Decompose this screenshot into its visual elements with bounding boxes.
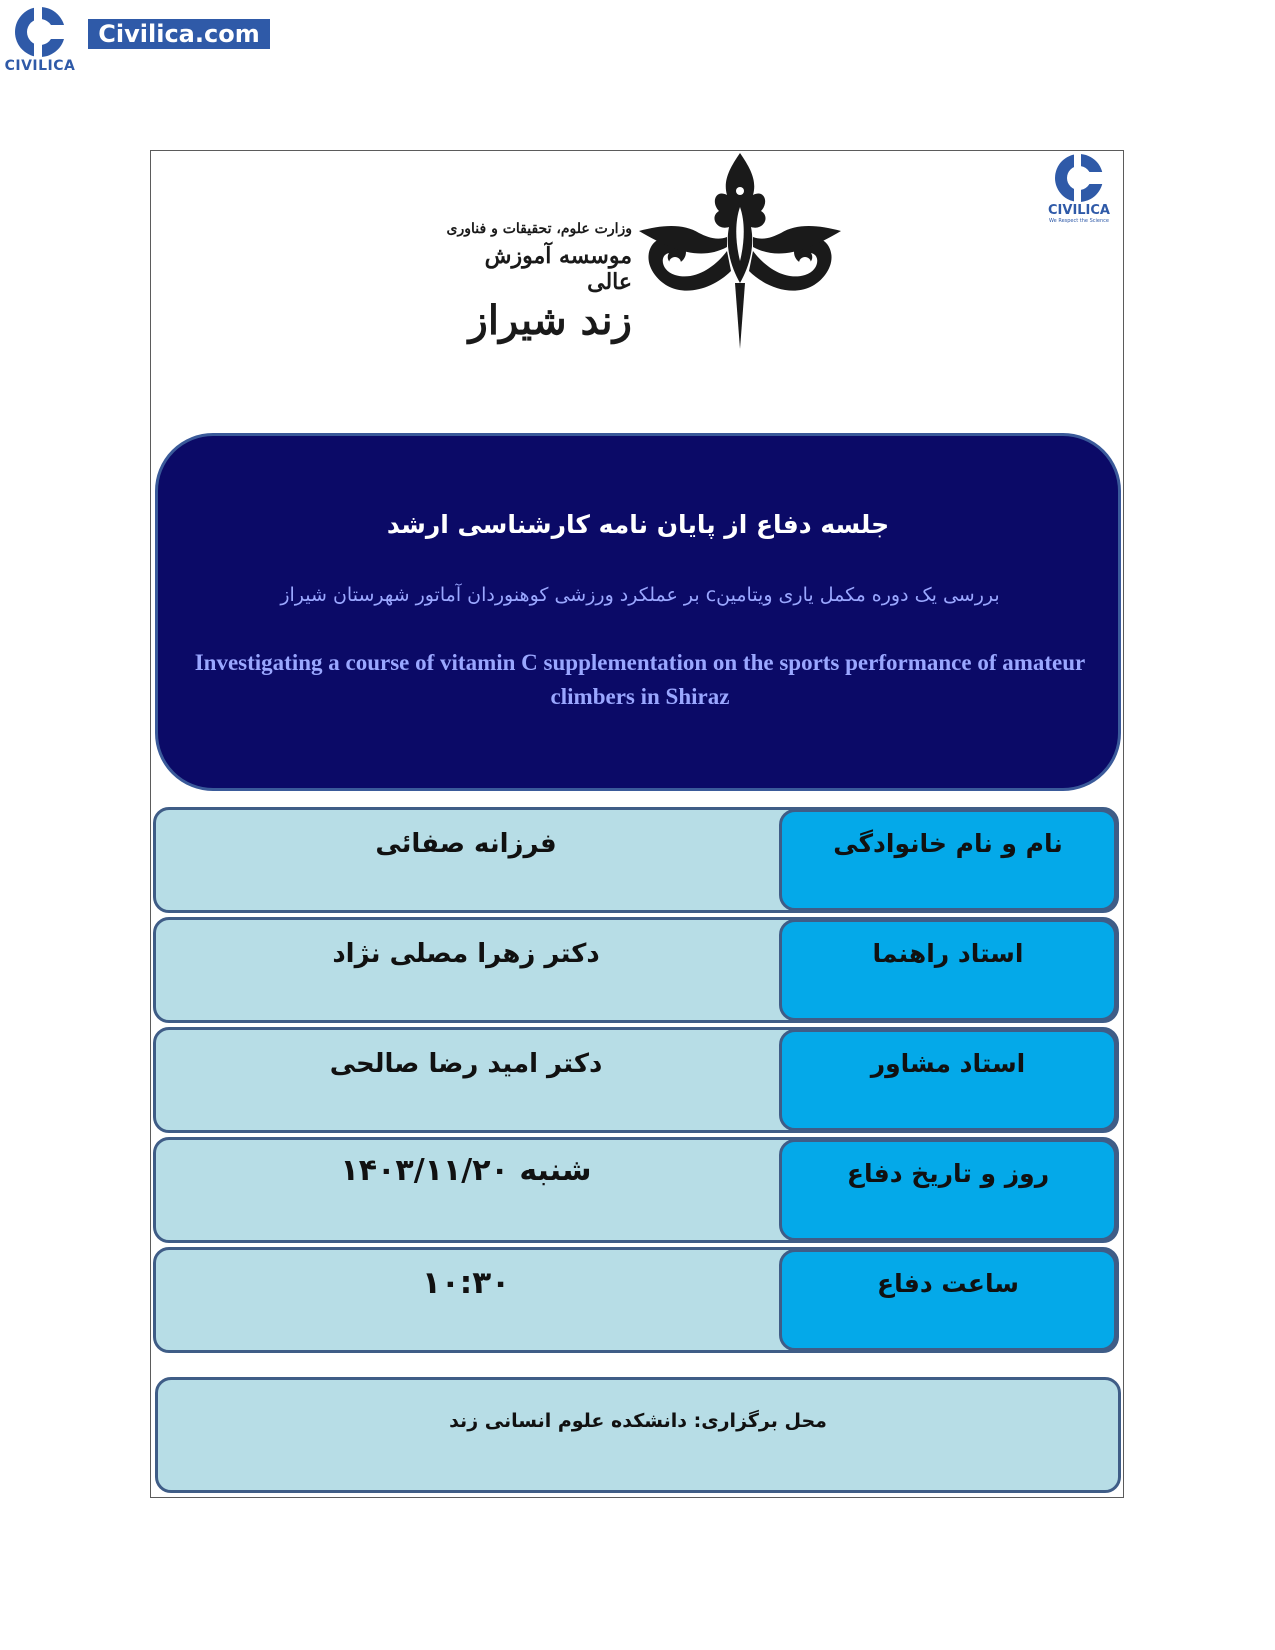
label-box: [779, 1249, 1117, 1351]
ministry-name: وزارت علوم، تحقیقات و فناوری: [446, 221, 632, 237]
row-value: فرزانه صفائی: [375, 829, 557, 859]
venue-box: [155, 1377, 1121, 1493]
thesis-title-persian: بررسی یک دوره مکمل یاری ویتامینc بر عملکرد ورزشی کوهنوردان آماتور شهرستان شیراز: [280, 584, 1000, 606]
row-defense-date: [151, 1137, 1121, 1245]
row-label: روز و تاریخ دفاع: [846, 1159, 1050, 1188]
row-value: شنبه ۱۴۰۳/۱۱/۲۰: [340, 1153, 592, 1188]
civilica-logo-icon: [1037, 151, 1121, 205]
row-value: دکتر زهرا مصلی نژاد: [332, 939, 600, 969]
civilica-logo-icon: [4, 6, 76, 58]
civilica-corner-tagline: We Respect the Science: [1049, 218, 1109, 224]
row-label: ساعت دفاع: [877, 1269, 1019, 1298]
thesis-title-panel: [155, 433, 1121, 791]
civilica-banner: Civilica.com: [88, 19, 270, 49]
session-title: جلسه دفاع از پایان نامه کارشناسی ارشد: [386, 510, 890, 539]
label-box: [779, 1139, 1117, 1241]
institute-title: زند شیراز: [468, 297, 632, 344]
institute-type: موسسه آموزش عالی: [484, 243, 632, 295]
defense-announcement: [150, 150, 1124, 1498]
row-label: استاد مشاور: [870, 1049, 1026, 1078]
civilica-corner-caption: CIVILICA: [1048, 203, 1110, 218]
label-box: [779, 809, 1117, 911]
row-value: ۱۰:۳۰: [421, 1265, 511, 1301]
label-box: [779, 919, 1117, 1021]
row-label: استاد راهنما: [872, 939, 1024, 968]
zand-emblem-icon: [631, 151, 849, 351]
row-advisor: [151, 1027, 1121, 1135]
row-defense-time: [151, 1247, 1121, 1355]
thesis-title-english: Investigating a course of vitamin C supplementation on the sports performance of amateur climbers in Shiraz: [194, 650, 1086, 709]
civilica-corner-logo: [1037, 151, 1121, 227]
civilica-watermark: [4, 6, 274, 76]
row-label: نام و نام خانوادگی: [833, 829, 1063, 858]
civilica-caption: CIVILICA: [4, 58, 76, 74]
institute-name: [436, 221, 632, 343]
row-value: دکتر امید رضا صالحی: [329, 1049, 603, 1079]
row-student-name: [151, 807, 1121, 915]
row-supervisor: [151, 917, 1121, 1025]
venue-text: محل برگزاری: دانشکده علوم انسانی زند: [449, 1410, 827, 1432]
label-box: [779, 1029, 1117, 1131]
